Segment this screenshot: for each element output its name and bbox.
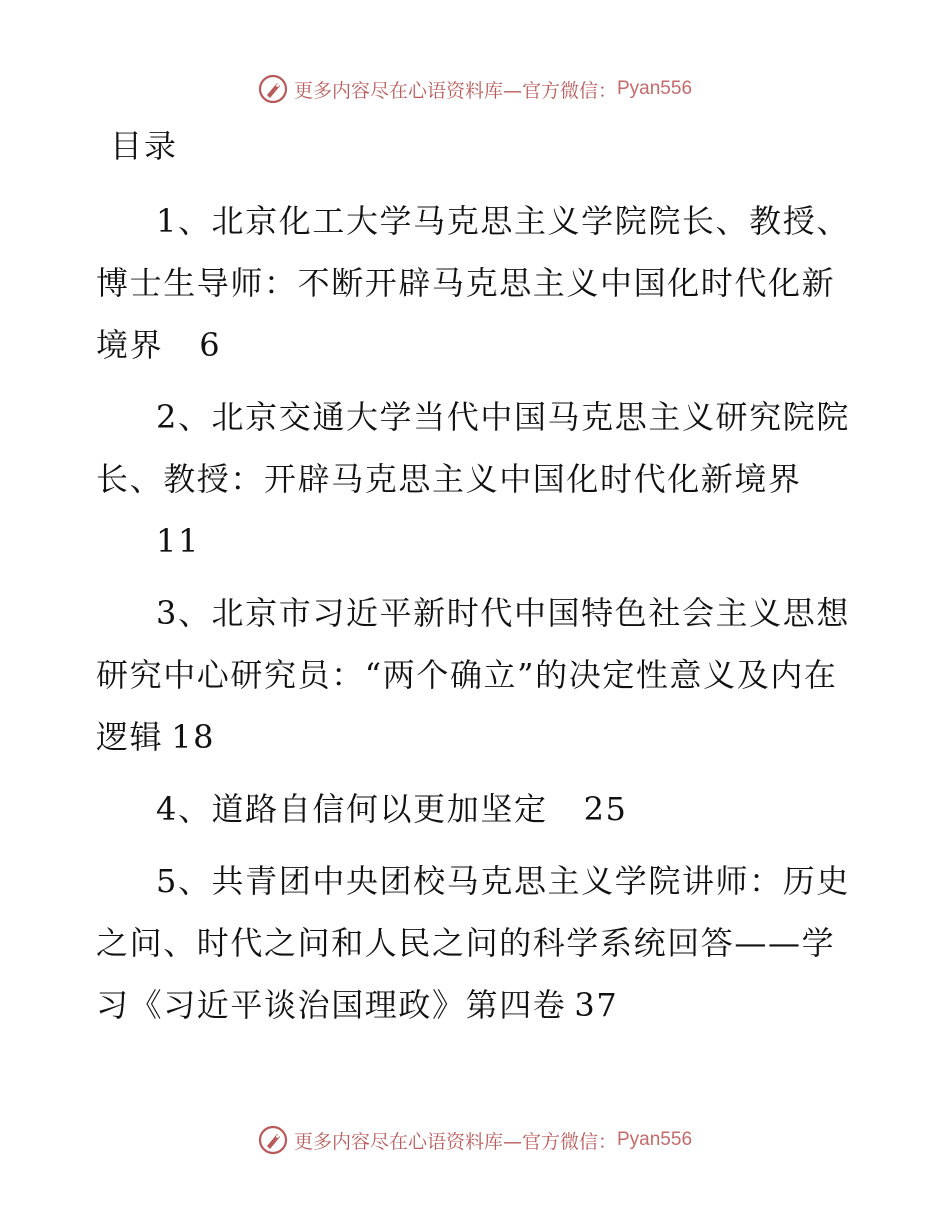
toc-entry-title: 4、道路自信何以更加坚定 (156, 790, 548, 828)
toc-entry[interactable] (96, 850, 856, 1036)
table-of-contents (96, 190, 856, 1046)
toc-entry[interactable] (96, 778, 856, 840)
toc-title: 目录 (110, 127, 179, 165)
toc-page-number: 11 (156, 522, 200, 560)
toc-entry-title: 2、北京交通大学当代中国马克思主义研究院院长、教授：开辟马克思主义中国化时代化新境界 (96, 398, 850, 498)
toc-page-number: 37 (574, 986, 619, 1024)
watermark-text: 更多内容尽在心语资料库—官方微信： (293, 1130, 617, 1153)
watermark-handle: Pyan556 (617, 1129, 693, 1150)
header-watermark (0, 74, 950, 104)
toc-page-number: 18 (171, 718, 216, 756)
toc-page-number: 6 (199, 326, 222, 364)
watermark-handle: Pyan556 (617, 78, 693, 99)
toc-entry[interactable] (96, 386, 856, 572)
pen-nib-logo-icon (258, 1125, 288, 1155)
pen-nib-logo-icon (258, 74, 288, 104)
toc-entry[interactable] (96, 190, 856, 376)
toc-page-number: 25 (583, 790, 628, 828)
toc-entry[interactable] (96, 582, 856, 768)
footer-watermark (0, 1125, 950, 1155)
watermark-text: 更多内容尽在心语资料库—官方微信： (293, 79, 617, 102)
toc-entry-title: 3、北京市习近平新时代中国特色社会主义思想研究中心研究员：“两个确立”的决定性意义及内在逻辑 (96, 594, 850, 756)
toc-entry-title: 1、北京化工大学马克思主义学院院长、教授、博士生导师：不断开辟马克思主义中国化时代化新境界 (96, 202, 850, 364)
toc-entry-title: 5、共青团中央团校马克思主义学院讲师：历史之问、时代之问和人民之问的科学系统回答——学习《习近平谈治国理政》第四卷 (96, 862, 850, 1024)
